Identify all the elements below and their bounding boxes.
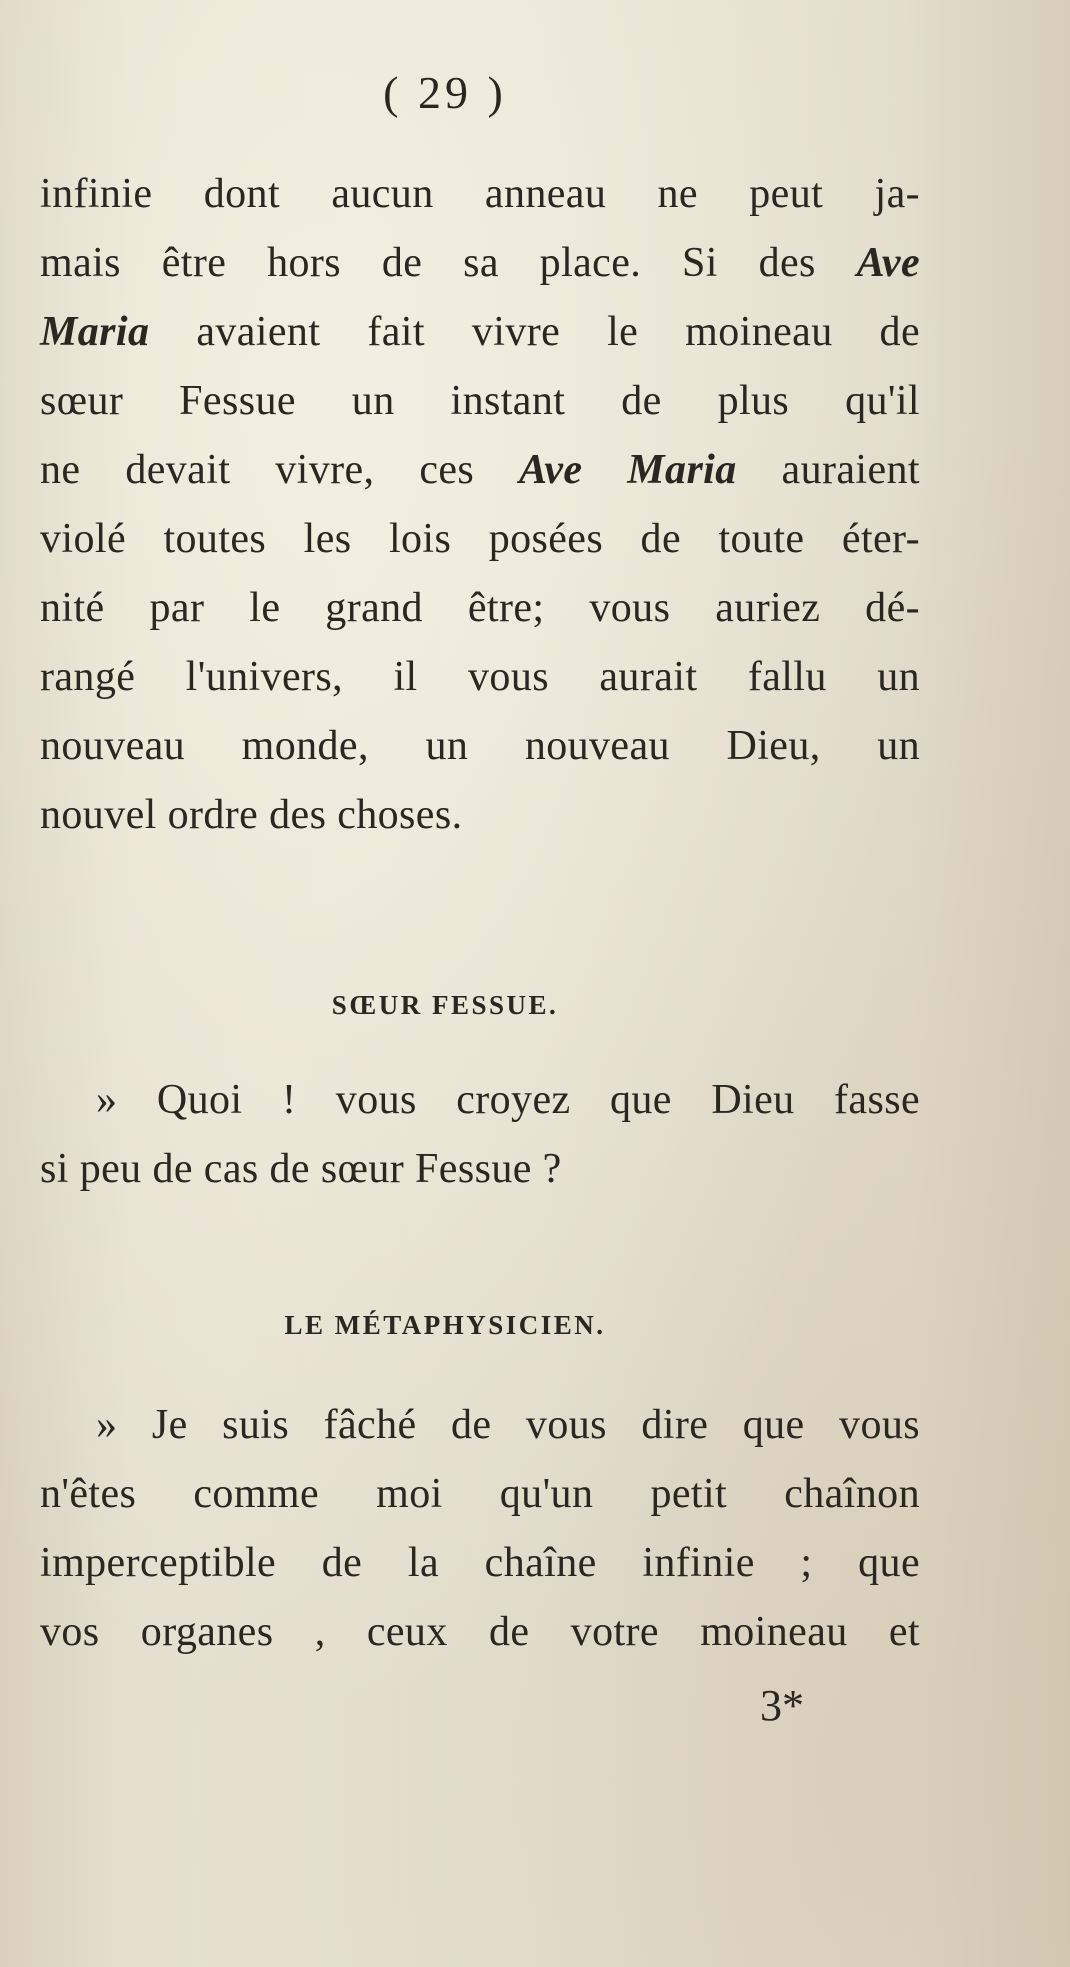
text-line: imperceptible de la chaîne infinie ; que <box>40 1540 920 1586</box>
text-line: nouveau monde, un nouveau Dieu, un <box>40 723 920 769</box>
speaker-heading-soeur-fessue: SŒUR FESSUE. <box>331 990 559 1020</box>
speaker-heading-metaphysicien: LE MÉTAPHYSICIEN. <box>284 1310 606 1340</box>
text-line: infinie dont aucun anneau ne peut ja- <box>40 171 920 217</box>
text-line: sœur Fessue un instant de plus qu'il <box>40 378 920 424</box>
paragraph-2 <box>40 1066 920 1204</box>
paragraph-3 <box>40 1391 920 1667</box>
text-line: vos organes , ceux de votre moineau et <box>40 1609 920 1655</box>
page-number: ( 29 ) <box>383 67 507 118</box>
text-line: » Je suis fâché de vous dire que vous <box>96 1402 920 1448</box>
italic-maria: Maria <box>40 309 150 355</box>
text-fragment: ne devait vivre, ces <box>40 447 520 493</box>
text-line: rangé l'univers, il vous aurait fallu un <box>40 654 920 700</box>
text-fragment: auraient <box>736 447 920 493</box>
text-line: si peu de cas de sœur Fessue ? <box>40 1146 562 1192</box>
text-line: nouvel ordre des choses. <box>40 792 463 838</box>
text-line: nité par le grand être; vous auriez dé- <box>40 585 920 631</box>
text-line: n'êtes comme moi qu'un petit chaînon <box>40 1471 920 1517</box>
italic-ave-maria: Ave Maria <box>519 447 737 493</box>
text-line <box>40 229 920 298</box>
text-line <box>40 436 920 505</box>
text-line <box>40 298 920 367</box>
text-line: » Quoi ! vous croyez que Dieu fasse <box>96 1077 920 1123</box>
italic-ave: Ave <box>856 240 920 286</box>
text-line: violé toutes les lois posées de toute éter- <box>40 516 920 562</box>
signature-mark: 3* <box>760 1681 804 1730</box>
text-fragment: mais être hors de sa place. Si des <box>40 240 857 286</box>
text-fragment: avaient fait vivre le moineau de <box>196 309 920 355</box>
paragraph-1 <box>40 160 920 850</box>
